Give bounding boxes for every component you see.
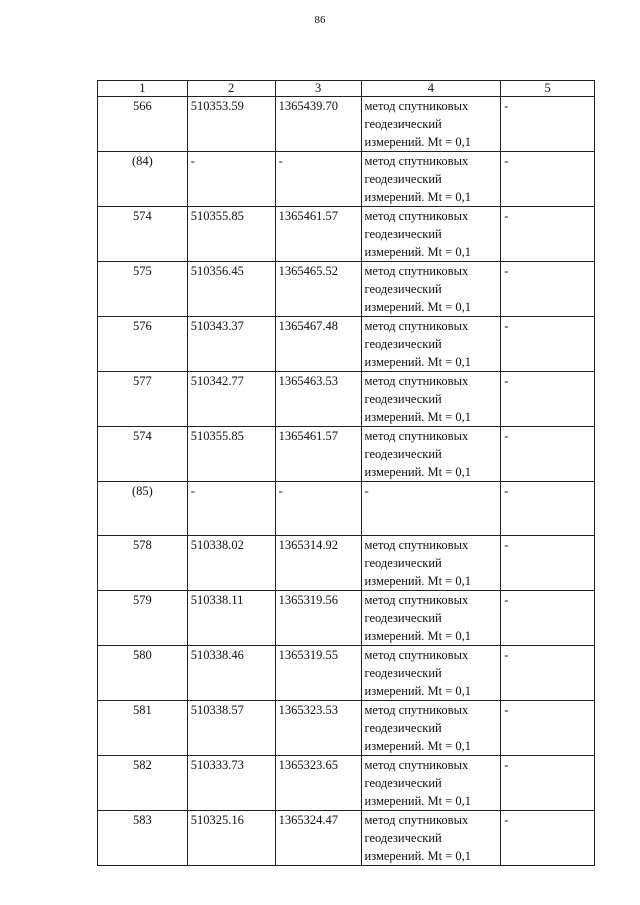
- coordinate-y-cell: 1365323.65: [275, 756, 361, 811]
- method-cell: метод спутниковых геодезический измерений. Mt = 0,1: [361, 811, 501, 866]
- point-number-cell: 578: [98, 536, 188, 591]
- table-row: [98, 536, 595, 591]
- coordinate-y-cell: 1365463.53: [275, 372, 361, 427]
- note-cell: -: [501, 591, 595, 646]
- coordinate-x-cell: -: [187, 152, 275, 207]
- point-number-cell: 580: [98, 646, 188, 701]
- column-header-4: 4: [361, 81, 501, 97]
- coordinate-y-cell: -: [275, 152, 361, 207]
- table-row: [98, 152, 595, 207]
- note-cell: -: [501, 482, 595, 536]
- table-row: [98, 482, 595, 536]
- note-cell: -: [501, 97, 595, 152]
- table-row: [98, 591, 595, 646]
- point-number-cell: 574: [98, 207, 188, 262]
- point-number-cell: 566: [98, 97, 188, 152]
- note-cell: -: [501, 372, 595, 427]
- coordinate-y-cell: 1365461.57: [275, 207, 361, 262]
- column-header-1: 1: [98, 81, 188, 97]
- method-cell: -: [361, 482, 501, 536]
- coordinate-x-cell: 510338.11: [187, 591, 275, 646]
- table-body: [98, 97, 595, 866]
- coordinate-y-cell: 1365319.56: [275, 591, 361, 646]
- method-cell: метод спутниковых геодезический измерений. Mt = 0,1: [361, 646, 501, 701]
- table-row: [98, 372, 595, 427]
- coordinate-y-cell: 1365319.55: [275, 646, 361, 701]
- table-row: [98, 811, 595, 866]
- coordinate-y-cell: 1365467.48: [275, 317, 361, 372]
- note-cell: -: [501, 262, 595, 317]
- method-cell: метод спутниковых геодезический измерений. Mt = 0,1: [361, 97, 501, 152]
- coordinate-x-cell: -: [187, 482, 275, 536]
- page-number: 86: [314, 14, 326, 26]
- coordinate-y-cell: 1365465.52: [275, 262, 361, 317]
- note-cell: -: [501, 756, 595, 811]
- coordinate-x-cell: 510356.45: [187, 262, 275, 317]
- coordinate-y-cell: 1365324.47: [275, 811, 361, 866]
- method-cell: метод спутниковых геодезический измерений. Mt = 0,1: [361, 536, 501, 591]
- table-row: [98, 701, 595, 756]
- coordinate-y-cell: 1365461.57: [275, 427, 361, 482]
- coordinate-y-cell: 1365323.53: [275, 701, 361, 756]
- note-cell: -: [501, 646, 595, 701]
- table-row: [98, 262, 595, 317]
- table-row: [98, 427, 595, 482]
- coordinate-y-cell: -: [275, 482, 361, 536]
- table-row: [98, 756, 595, 811]
- note-cell: -: [501, 427, 595, 482]
- coordinate-x-cell: 510333.73: [187, 756, 275, 811]
- method-cell: метод спутниковых геодезический измерений. Mt = 0,1: [361, 152, 501, 207]
- coordinate-x-cell: 510353.59: [187, 97, 275, 152]
- column-header-3: 3: [275, 81, 361, 97]
- coordinate-x-cell: 510325.16: [187, 811, 275, 866]
- coordinate-x-cell: 510342.77: [187, 372, 275, 427]
- method-cell: метод спутниковых геодезический измерений. Mt = 0,1: [361, 701, 501, 756]
- note-cell: -: [501, 317, 595, 372]
- coordinate-x-cell: 510355.85: [187, 427, 275, 482]
- method-cell: метод спутниковых геодезический измерений. Mt = 0,1: [361, 317, 501, 372]
- point-number-cell: 582: [98, 756, 188, 811]
- point-number-cell: 575: [98, 262, 188, 317]
- table-row: [98, 317, 595, 372]
- coordinate-x-cell: 510343.37: [187, 317, 275, 372]
- point-number-cell: (85): [98, 482, 188, 536]
- coordinates-table: [97, 80, 595, 866]
- table-header-row: [98, 81, 595, 97]
- note-cell: -: [501, 207, 595, 262]
- point-number-cell: 576: [98, 317, 188, 372]
- table-row: [98, 646, 595, 701]
- point-number-cell: 579: [98, 591, 188, 646]
- coordinate-y-cell: 1365314.92: [275, 536, 361, 591]
- column-header-2: 2: [187, 81, 275, 97]
- method-cell: метод спутниковых геодезический измерений. Mt = 0,1: [361, 591, 501, 646]
- coordinate-x-cell: 510355.85: [187, 207, 275, 262]
- note-cell: -: [501, 811, 595, 866]
- note-cell: -: [501, 536, 595, 591]
- coordinate-x-cell: 510338.57: [187, 701, 275, 756]
- method-cell: метод спутниковых геодезический измерений. Mt = 0,1: [361, 756, 501, 811]
- coordinate-x-cell: 510338.46: [187, 646, 275, 701]
- method-cell: метод спутниковых геодезический измерений. Mt = 0,1: [361, 372, 501, 427]
- table-row: [98, 97, 595, 152]
- point-number-cell: 581: [98, 701, 188, 756]
- coordinate-y-cell: 1365439.70: [275, 97, 361, 152]
- point-number-cell: 583: [98, 811, 188, 866]
- column-header-5: 5: [501, 81, 595, 97]
- point-number-cell: (84): [98, 152, 188, 207]
- table-row: [98, 207, 595, 262]
- note-cell: -: [501, 152, 595, 207]
- coordinate-x-cell: 510338.02: [187, 536, 275, 591]
- note-cell: -: [501, 701, 595, 756]
- method-cell: метод спутниковых геодезический измерений. Mt = 0,1: [361, 427, 501, 482]
- method-cell: метод спутниковых геодезический измерений. Mt = 0,1: [361, 262, 501, 317]
- method-cell: метод спутниковых геодезический измерений. Mt = 0,1: [361, 207, 501, 262]
- point-number-cell: 577: [98, 372, 188, 427]
- point-number-cell: 574: [98, 427, 188, 482]
